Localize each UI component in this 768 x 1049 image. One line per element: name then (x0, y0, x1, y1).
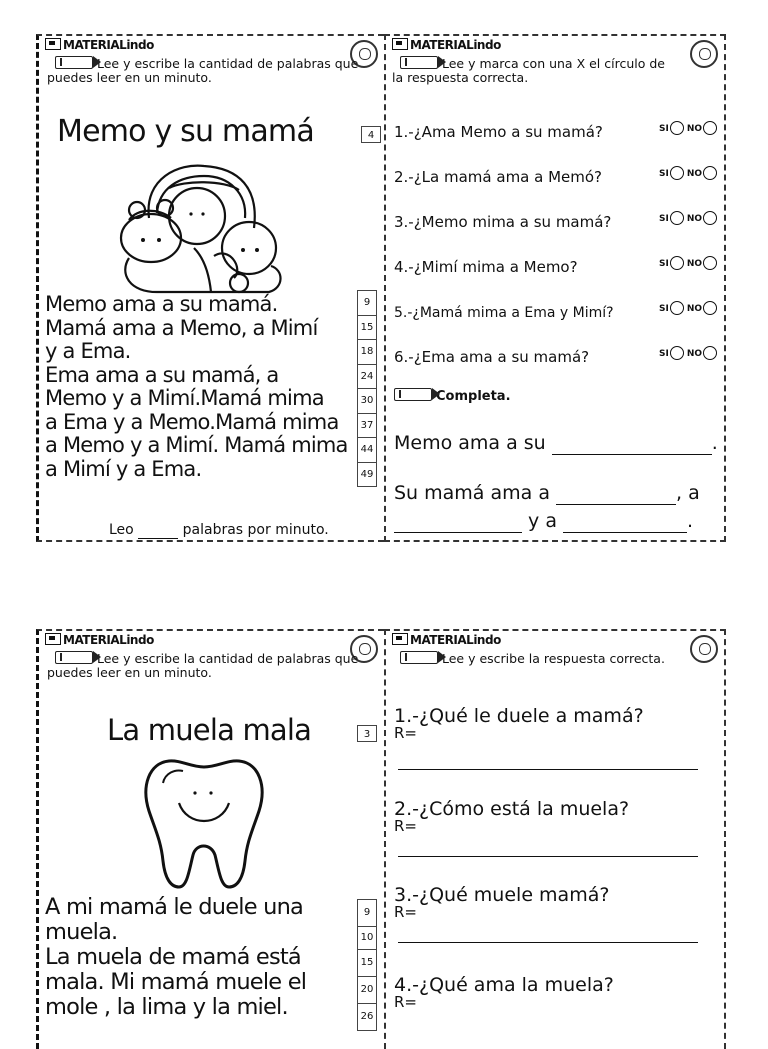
si-label: SI (658, 304, 669, 314)
logo-icon (392, 38, 408, 50)
reading-line: mole , la lima y la miel. (45, 994, 288, 1020)
instruction-text: Lee y escribe la respuesta correcta. (442, 651, 665, 666)
sheet2-title: La muela mala (107, 713, 312, 747)
word-count: 30 (358, 389, 376, 414)
fill-blank[interactable] (394, 510, 522, 533)
fill-text: y a (528, 510, 557, 532)
question-text: 6.-¿Ema ama a su mamá? (394, 348, 590, 366)
no-label: NO (686, 214, 702, 224)
sheet1-questions-card (384, 34, 726, 542)
fill-text: a (688, 482, 700, 504)
si-circle[interactable] (670, 301, 684, 315)
si-label: SI (658, 169, 669, 179)
instruction-text: Lee y escribe la cantidad de palabras que puedes leer en un minuto. (47, 56, 359, 85)
si-circle[interactable] (670, 346, 684, 360)
sheet1-reading-text (45, 293, 348, 481)
word-count: 10 (358, 927, 376, 950)
answer-label: R= (394, 817, 417, 835)
no-label: NO (686, 169, 702, 179)
sheet2-right-instruction (392, 651, 672, 666)
yes-no-options (659, 166, 720, 180)
reading-line: a Mimí y a Ema. (45, 456, 202, 481)
brand-text: MATERIALindo (410, 38, 501, 52)
answer-line[interactable] (398, 856, 698, 857)
si-label: SI (658, 214, 669, 224)
tooth-illustration (139, 751, 269, 891)
pencil-icon (394, 388, 432, 401)
complete-heading (394, 388, 511, 404)
fill-sentence: y a . (394, 510, 693, 533)
yes-no-options (659, 121, 720, 135)
brand-text: MATERIALindo (63, 633, 154, 647)
word-count: 15 (358, 950, 376, 977)
question-text: 4.-¿Mimí mima a Memo? (394, 258, 578, 276)
open-question (394, 798, 630, 835)
apple-seal-icon (690, 40, 718, 68)
si-label: SI (658, 259, 669, 269)
answer-label: R= (394, 993, 417, 1011)
reading-line: Ema ama a su mamá, a (45, 362, 279, 387)
fill-sentence: Memo ama a su . (394, 432, 718, 454)
word-count: 20 (358, 977, 376, 1004)
apple-seal-icon (690, 635, 718, 663)
no-label: NO (686, 259, 702, 269)
no-circle[interactable] (703, 346, 717, 360)
title-word-count: 4 (361, 126, 381, 143)
no-label: NO (686, 124, 702, 134)
si-circle[interactable] (670, 121, 684, 135)
word-count: 49 (360, 468, 374, 480)
reading-line: La muela de mamá está (45, 944, 301, 970)
word-count-column (357, 899, 377, 1031)
word-count-column (357, 290, 377, 487)
question-text: 1.-¿Qué le duele a mamá? (394, 705, 644, 727)
reading-line: y a Ema. (45, 339, 131, 363)
answer-line[interactable] (398, 942, 698, 943)
yes-no-options (659, 301, 720, 315)
brand-text: MATERIALindo (63, 38, 154, 52)
question-row (394, 258, 720, 276)
sheet2-reading-card (36, 629, 384, 1049)
brand-logo (392, 38, 501, 52)
word-count: 44 (358, 438, 376, 463)
brand-text: MATERIALindo (410, 633, 501, 647)
question-row (394, 168, 720, 186)
reading-line: mala. Mi mamá muele el (45, 969, 307, 995)
no-circle[interactable] (703, 301, 717, 315)
sheet1-reading-card (36, 34, 384, 542)
fill-sentence: Su mamá ama a , a (394, 482, 700, 504)
si-circle[interactable] (670, 166, 684, 180)
answer-line[interactable] (398, 769, 698, 770)
reading-line: Memo y a Mimí.Mamá mima (45, 386, 324, 410)
si-label: SI (658, 124, 669, 134)
brand-logo (45, 38, 154, 52)
answer-label: R= (394, 724, 417, 742)
pencil-icon (400, 651, 438, 664)
yes-no-options (659, 256, 720, 270)
reading-line: Memo ama a su mamá. (45, 292, 278, 316)
no-label: NO (686, 304, 702, 314)
no-label: NO (686, 349, 702, 359)
yes-no-options (659, 211, 720, 225)
word-count: 26 (360, 1011, 374, 1022)
sheet2-reading-text (45, 895, 306, 1020)
yes-no-options (659, 346, 720, 360)
question-row (394, 348, 720, 366)
answer-label: R= (394, 903, 417, 921)
pencil-icon (400, 56, 438, 69)
pencil-icon (55, 56, 93, 69)
word-count: 15 (358, 316, 376, 341)
complete-label: Completa. (436, 389, 511, 404)
reading-line: muela. (45, 919, 118, 945)
question-text: 2.-¿La mamá ama a Memó? (394, 168, 603, 186)
sheet1-title: Memo y su mamá (57, 114, 314, 149)
reading-line: A mi mamá le duele una (45, 894, 304, 920)
word-count: 37 (358, 414, 376, 439)
no-circle[interactable] (703, 166, 717, 180)
fill-blank[interactable] (556, 482, 676, 505)
sheet1-left-instruction (47, 56, 377, 85)
instruction-text: Lee y escribe la cantidad de palabras que puedes leer en un minuto. (47, 651, 359, 680)
reading-line: Mamá ama a Memo, a Mimí (45, 315, 318, 340)
no-circle[interactable] (703, 211, 717, 225)
instruction-text: Lee y marca con una X el círculo de la respuesta correcta. (392, 56, 665, 85)
fill-blank[interactable] (563, 510, 687, 533)
fill-text: Su mamá ama a (394, 482, 550, 504)
logo-icon (45, 38, 61, 50)
footer-label: Leo (109, 522, 134, 538)
footer-label: palabras por minuto. (182, 522, 329, 538)
open-question (394, 884, 610, 921)
question-row (394, 213, 720, 231)
sheet2-questions-card (384, 629, 726, 1049)
word-count: 9 (358, 900, 376, 927)
sheet1-right-instruction (392, 56, 672, 85)
question-text: 2.-¿Cómo está la muela? (394, 798, 630, 820)
word-count: 9 (358, 291, 376, 316)
no-circle[interactable] (703, 121, 717, 135)
pencil-icon (55, 651, 93, 664)
fill-text: Memo ama a su (394, 432, 546, 454)
si-label: SI (658, 349, 669, 359)
mother-child-illustration (99, 158, 299, 298)
logo-icon (392, 633, 408, 645)
question-text: 3.-¿Qué muele mamá? (394, 884, 610, 906)
open-question (394, 705, 644, 742)
open-question (394, 974, 614, 1011)
brand-logo (45, 633, 154, 647)
question-text: 1.-¿Ama Memo a su mamá? (394, 123, 603, 141)
si-circle[interactable] (670, 211, 684, 225)
brand-logo (392, 633, 501, 647)
word-count: 18 (358, 340, 376, 365)
question-row (394, 303, 720, 321)
question-text: 3.-¿Memo mima a su mamá? (394, 213, 612, 231)
question-text: 4.-¿Qué ama la muela? (394, 974, 614, 996)
word-count: 24 (358, 365, 376, 390)
question-row (394, 123, 720, 141)
fill-blank[interactable] (552, 432, 712, 455)
words-blank[interactable] (138, 522, 178, 539)
reading-line: a Ema y a Memo.Mamá mima (45, 409, 339, 434)
no-circle[interactable] (703, 256, 717, 270)
question-text: 5.-¿Mamá mima a Ema y Mimí? (394, 305, 614, 321)
si-circle[interactable] (670, 256, 684, 270)
sheet2-left-instruction (47, 651, 377, 680)
words-per-minute-line (109, 522, 329, 539)
logo-icon (45, 633, 61, 645)
reading-line: a Memo y a Mimí. Mamá mima (45, 433, 348, 457)
title-word-count: 3 (357, 725, 377, 742)
